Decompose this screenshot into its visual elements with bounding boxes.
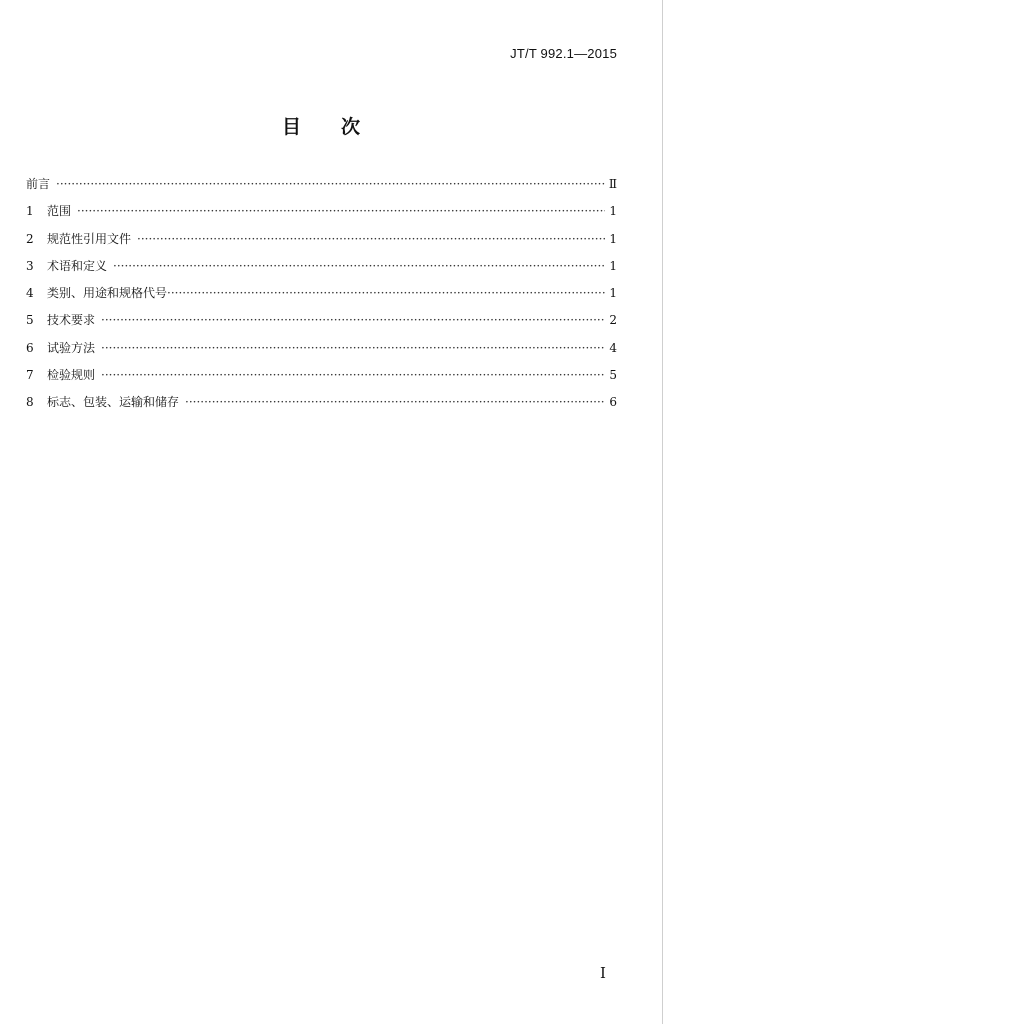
toc-leader-dots: [167, 283, 605, 303]
toc-entry-number: 7: [26, 368, 34, 383]
toc-entry-4[interactable]: [26, 283, 617, 310]
standard-code: JT/T 992.1—2015: [510, 46, 617, 61]
toc-entry-1[interactable]: [26, 201, 617, 228]
toc-entry-label: 标志、包装、运输和储存: [47, 395, 180, 410]
toc-entry-number: 1: [26, 204, 34, 219]
toc-entry-page: 6: [609, 395, 617, 410]
toc-entry-label: 术语和定义: [47, 258, 108, 273]
toc-entry-6[interactable]: [26, 338, 617, 365]
toc-entry-label: 试验方法: [47, 340, 96, 355]
toc-entry-label: 范围: [47, 204, 72, 219]
toc-leader-dots: [137, 229, 605, 249]
toc-entry-2[interactable]: [26, 229, 617, 256]
toc-leader-dots: [56, 174, 605, 194]
toc-entry-page: 1: [609, 258, 617, 273]
toc-entry-page: 5: [609, 368, 617, 383]
toc-entry-page: Ⅱ: [608, 177, 617, 191]
toc-entry-page: 1: [609, 286, 617, 301]
toc-entry-number: 8: [26, 395, 34, 410]
toc-entry-page: 1: [609, 231, 617, 246]
toc-entry-page: 1: [609, 204, 617, 219]
toc-entry-number: 4: [26, 286, 34, 301]
toc-entry-number: 6: [26, 340, 34, 355]
toc-leader-dots: [77, 201, 605, 221]
toc-leader-dots: [101, 365, 605, 385]
toc-entry-8[interactable]: [26, 392, 617, 419]
page-title: 目次: [281, 116, 400, 138]
toc-entry-3[interactable]: [26, 256, 617, 283]
toc-entry-foreword[interactable]: [26, 174, 617, 201]
toc-leader-dots: [185, 392, 605, 412]
toc-entry-label: 类别、用途和规格代号: [47, 286, 168, 301]
toc-entry-number: 2: [26, 231, 34, 246]
toc-entry-label: 前言: [26, 177, 51, 191]
toc-entry-number: 3: [26, 258, 34, 273]
toc-entry-number: 5: [26, 313, 34, 328]
table-of-contents: [26, 174, 617, 420]
toc-entry-page: 4: [609, 340, 617, 355]
toc-entry-7[interactable]: [26, 365, 617, 392]
page-number: I: [600, 964, 606, 982]
toc-entry-label: 检验规则: [47, 368, 96, 383]
toc-entry-label: 规范性引用文件: [47, 231, 132, 246]
blank-page-area: [663, 0, 1021, 1024]
toc-entry-label: 技术要求: [47, 313, 96, 328]
toc-leader-dots: [101, 310, 605, 330]
toc-leader-dots: [113, 256, 605, 276]
toc-entry-page: 2: [609, 313, 617, 328]
toc-leader-dots: [101, 338, 605, 358]
toc-entry-5[interactable]: [26, 310, 617, 337]
